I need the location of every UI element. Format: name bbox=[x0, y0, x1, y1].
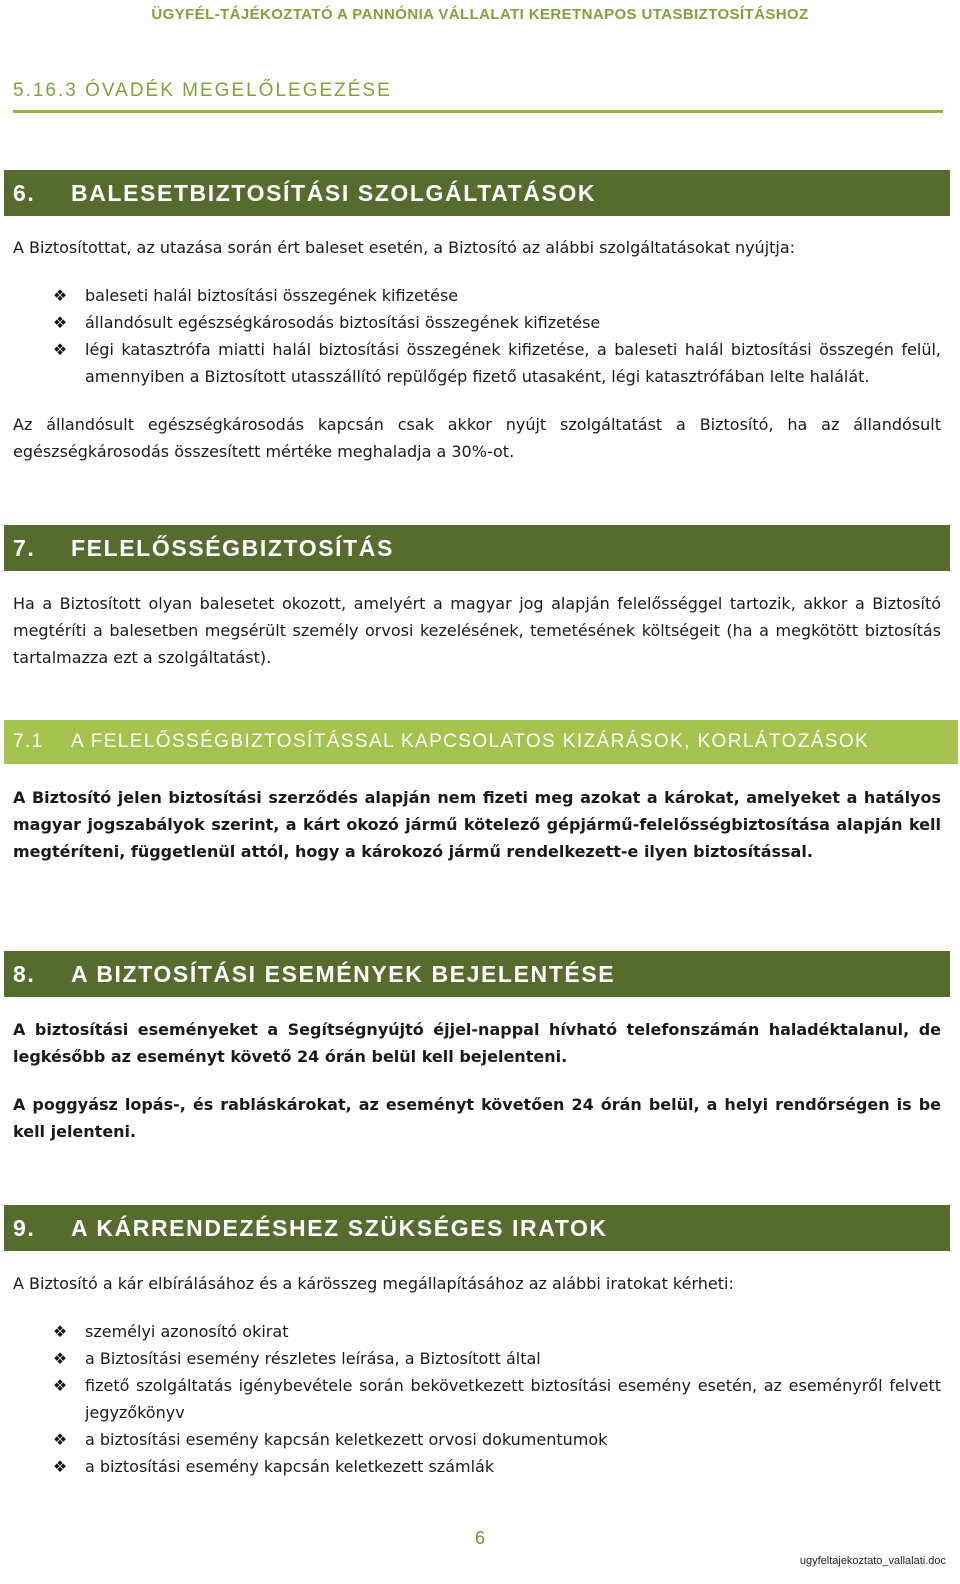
subsection-rule bbox=[13, 110, 943, 113]
section-9-bullet-list bbox=[13, 1318, 941, 1480]
section-title: FELELŐSSÉGBIZTOSÍTÁS bbox=[71, 534, 394, 561]
section-title: A BIZTOSÍTÁSI ESEMÉNYEK BEJELENTÉSE bbox=[71, 960, 616, 987]
section-9-heading bbox=[4, 1205, 950, 1251]
diamond-bullet-icon: ❖ bbox=[52, 340, 68, 359]
diamond-bullet-icon: ❖ bbox=[52, 1322, 68, 1341]
diamond-bullet-icon: ❖ bbox=[52, 1457, 68, 1476]
diamond-bullet-icon: ❖ bbox=[52, 1430, 68, 1449]
section-7-text: Ha a Biztosított olyan balesetet okozott, amelyért a magyar jog alapján felelősséggel tartozik, akkor a Biztosító megtéríti a balesetben megsérült személy orvosi kezelésének, temetésének költségeit (ha a megkötött biztosítás tartalmazza ezt a szolgáltatást). bbox=[13, 594, 941, 667]
section-6-intro: A Biztosítottat, az utazása során ért baleset esetén, a Biztosító az alábbi szolgáltatásokat nyújtja: bbox=[13, 238, 796, 257]
list-item: ❖ személyi azonosító okirat bbox=[13, 1318, 941, 1345]
section-number: 6. bbox=[13, 179, 36, 206]
section-number: 9. bbox=[13, 1214, 36, 1241]
section-title: A FELELŐSSÉGBIZTOSÍTÁSSAL KAPCSOLATOS KIZÁRÁSOK, KORLÁTOZÁSOK bbox=[71, 731, 870, 752]
section-title: BALESETBIZTOSÍTÁSI SZOLGÁLTATÁSOK bbox=[71, 179, 597, 206]
section-title: A KÁRRENDEZÉSHEZ SZÜKSÉGES IRATOK bbox=[71, 1214, 608, 1241]
section-8-heading bbox=[4, 951, 950, 997]
diamond-bullet-icon: ❖ bbox=[52, 1349, 68, 1368]
document-filename: ugyfeltajekoztato_vallalati.doc bbox=[799, 1555, 946, 1567]
section-6-bullet-list bbox=[13, 282, 941, 390]
list-item: ❖ légi katasztrófa miatti halál biztosítási összegének kifizetése, a baleseti halál biztosítási összegén felül, amennyiben a Biztosított utasszállító repülőgép fizető utasaként, légi katasztrófában lelte halálát. bbox=[13, 336, 941, 390]
diamond-bullet-icon: ❖ bbox=[52, 286, 68, 305]
section-number: 7. bbox=[13, 534, 36, 561]
section-6-note: Az állandósult egészségkárosodás kapcsán csak akkor nyújt szolgáltatást a Biztosító, ha az állandósult egészségkárosodás összesített mértéke meghaladja a 30%-ot. bbox=[13, 415, 941, 461]
section-7-1-text: A Biztosító jelen biztosítási szerződés alapján nem fizeti meg azokat a károkat, amelyeket a hatályos magyar jogszabályok szerint, a kárt okozó jármű kötelező gépjármű-felelősségbiztosítása alapján kell megtéríteni, függetlenül attól, hogy a károkozó jármű rendelkezett-e ilyen biztosítással. bbox=[13, 788, 941, 861]
page-number: 6 bbox=[474, 1528, 485, 1548]
diamond-bullet-icon: ❖ bbox=[52, 1376, 68, 1395]
subsection-heading: 5.16.3 ÓVADÉK MEGELŐLEGEZÉSE bbox=[13, 80, 392, 101]
document-header-title: ÜGYFÉL-TÁJÉKOZTATÓ A PANNÓNIA VÁLLALATI KERETNAPOS UTASBIZTOSÍTÁSHOZ bbox=[151, 6, 809, 23]
section-6-heading bbox=[4, 170, 950, 216]
list-item: ❖ fizető szolgáltatás igénybevétele során bekövetkezett biztosítási esemény esetén, az eseményről felvett jegyzőkönyv bbox=[13, 1372, 941, 1426]
list-item: ❖ a Biztosítási esemény részletes leírása, a Biztosított által bbox=[13, 1345, 941, 1372]
section-8-paragraph-1: A biztosítási eseményeket a Segítségnyújtó éjjel-nappal hívható telefonszámán haladéktalanul, de legkésőbb az eseményt követő 24 órán belül kell bejelenteni. bbox=[13, 1020, 941, 1066]
section-7-1-heading bbox=[4, 720, 958, 764]
section-9-intro: A Biztosító a kár elbírálásához és a kárösszeg megállapításához az alábbi iratokat kérheti: bbox=[13, 1274, 734, 1293]
section-number: 7.1 bbox=[13, 731, 44, 752]
section-number: 8. bbox=[13, 960, 36, 987]
list-item: ❖ állandósult egészségkárosodás biztosítási összegének kifizetése bbox=[13, 309, 941, 336]
list-item: ❖ a biztosítási esemény kapcsán keletkezett orvosi dokumentumok bbox=[13, 1426, 941, 1453]
section-8-paragraph-2: A poggyász lopás-, és rabláskárokat, az eseményt követően 24 órán belül, a helyi rendőrségen is be kell jelenteni. bbox=[13, 1095, 941, 1141]
list-item: ❖ baleseti halál biztosítási összegének kifizetése bbox=[13, 282, 941, 309]
diamond-bullet-icon: ❖ bbox=[52, 313, 68, 332]
list-item: ❖ a biztosítási esemény kapcsán keletkezett számlák bbox=[13, 1453, 941, 1480]
section-7-heading bbox=[4, 525, 950, 571]
